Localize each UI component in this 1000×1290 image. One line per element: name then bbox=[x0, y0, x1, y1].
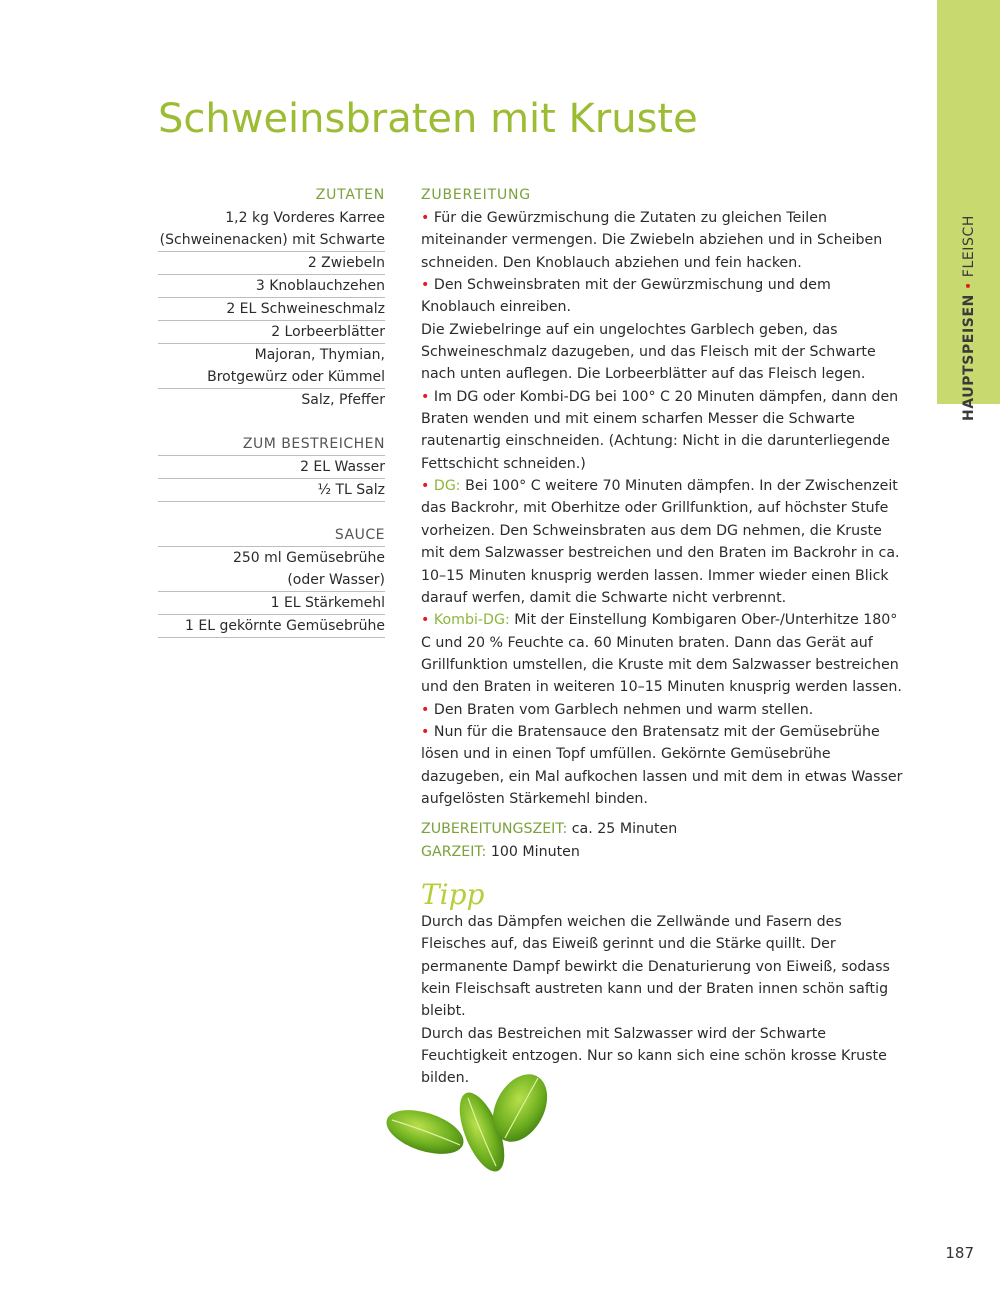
preparation-heading: ZUBEREITUNG bbox=[421, 187, 531, 203]
bullet: • bbox=[421, 478, 430, 495]
step-text: Den Schweinsbraten mit der Gewürzmischung und dem Knoblauch einreiben. bbox=[421, 277, 831, 316]
step bbox=[421, 609, 909, 698]
leaf bbox=[381, 1102, 469, 1163]
step-text: Bei 100° C weitere 70 Minuten dämpfen. In der Zwischenzeit das Backrohr, mit Oberhitze oder Grillfunktion, auf höchster Stufe vorheizen. Den Schweinsbraten aus dem DG nehmen, die Kruste mit dem Salzwasser bestreichen und den Braten im Backrohr in ca. 10–15 Minuten knusprig werden lassen. Immer wieder einen Blick darauf werfen, damit die Schwarte nicht verbrennt. bbox=[421, 478, 900, 606]
ingredient-line: (Schweinenacken) mit Schwarte bbox=[159, 232, 385, 248]
prep-time-label: ZUBEREITUNGSZEIT: bbox=[421, 821, 568, 838]
brushing-heading: ZUM BESTREICHEN bbox=[242, 436, 385, 452]
step-label: DG: bbox=[433, 478, 461, 495]
ingredient-line: 2 Zwiebeln bbox=[307, 255, 385, 271]
bay-leaves-illustration bbox=[380, 1070, 550, 1185]
ingredient-line: 1 EL Stärkemehl bbox=[270, 595, 385, 611]
ingredients-heading: ZUTATEN bbox=[315, 187, 385, 203]
prep-time-value: ca. 25 Minuten bbox=[571, 821, 678, 838]
cook-time bbox=[421, 841, 909, 863]
step bbox=[421, 475, 909, 609]
step-label: Kombi-DG: bbox=[433, 612, 510, 629]
step bbox=[421, 319, 909, 386]
bay-leaves-icon bbox=[380, 1070, 550, 1185]
ingredients-column bbox=[158, 183, 385, 638]
bullet: • bbox=[421, 388, 430, 405]
ingredient-line: Brotgewürz oder Kümmel bbox=[207, 369, 385, 385]
bullet: • bbox=[421, 210, 430, 226]
bullet: • bbox=[421, 277, 430, 294]
category-main: HAUPTSPEISEN bbox=[960, 294, 977, 422]
step-text: Die Zwiebelringe auf ein ungelochtes Garblech geben, das Schweineschmalz dazugeben, und das Fleisch mit der Schwarte nach unten auflegen. Die Lorbeerblätter auf das Fleisch legen. bbox=[421, 321, 876, 383]
ingredient-line: 1,2 kg Vorderes Karree bbox=[225, 210, 385, 226]
ingredient-line: 1 EL gekörnte Gemüsebrühe bbox=[185, 618, 385, 634]
ingredient-item bbox=[158, 592, 385, 615]
tip-paragraph: Durch das Bestreichen mit Salzwasser wird der Schwarte Feuchtigkeit entzogen. Nur so kann sich eine schön krosse Kruste bilden. bbox=[421, 1025, 887, 1087]
step bbox=[421, 721, 909, 810]
step-text: Im DG oder Kombi-DG bei 100° C 20 Minuten dämpfen, dann den Braten wenden und mit einem scharfen Messer die Schwarte rautenartig einschneiden. (Achtung: Nicht in die darunterliegende Fettschicht schneiden.) bbox=[421, 388, 899, 472]
preparation-steps bbox=[421, 207, 909, 810]
bullet: • bbox=[421, 701, 430, 718]
ingredient-line: 2 EL Schweineschmalz bbox=[226, 301, 385, 317]
ingredient-item bbox=[158, 547, 385, 592]
sauce-heading: SAUCE bbox=[334, 527, 385, 543]
ingredient-item bbox=[158, 456, 385, 479]
ingredient-item bbox=[158, 389, 385, 411]
tip-block bbox=[421, 879, 909, 1090]
tip-paragraph: Durch das Dämpfen weichen die Zellwände und Fasern des Fleisches auf, das Eiweiß gerinnt und die Stärke quillt. Der permanente Dampf bewirkt die Denaturierung von Eiweiß, sodass kein Fleischsaft austreten kann und der Braten innen schön saftig bleibt. bbox=[421, 913, 890, 1020]
bullet: • bbox=[421, 612, 430, 629]
prep-time bbox=[421, 818, 909, 840]
preparation-column bbox=[421, 183, 909, 1090]
ingredient-line: (oder Wasser) bbox=[287, 572, 385, 588]
category-side-tab bbox=[937, 0, 1000, 422]
step bbox=[421, 207, 909, 274]
ingredient-line: 250 ml Gemüsebrühe bbox=[232, 550, 385, 566]
step bbox=[421, 386, 909, 475]
category-label bbox=[961, 215, 977, 421]
brushing-list bbox=[158, 455, 385, 502]
recipe-title: Schweinsbraten mit Kruste bbox=[158, 96, 698, 142]
ingredient-line: Majoran, Thymian, bbox=[254, 347, 385, 363]
category-bullet: • bbox=[960, 281, 977, 291]
step-text: Mit der Einstellung Kombigaren Ober-/Unterhitze 180° C und 20 % Feuchte ca. 60 Minuten braten. Dann das Gerät auf Grillfunktion umstellen, die Kruste mit dem Salzwasser bestreichen und den Braten in weiteren 10–15 Minuten knusprig werden lassen. bbox=[421, 612, 902, 696]
ingredient-item bbox=[158, 252, 385, 275]
ingredient-item bbox=[158, 321, 385, 344]
ingredient-line: Salz, Pfeffer bbox=[301, 392, 385, 408]
sauce-list bbox=[158, 546, 385, 638]
ingredient-line: 2 EL Wasser bbox=[300, 459, 385, 475]
ingredient-line: ½ TL Salz bbox=[317, 482, 385, 498]
ingredient-item bbox=[158, 344, 385, 389]
ingredient-item bbox=[158, 615, 385, 638]
ingredient-line: 2 Lorbeerblätter bbox=[271, 324, 385, 340]
step bbox=[421, 699, 909, 721]
cook-time-label: GARZEIT: bbox=[421, 843, 487, 860]
step bbox=[421, 274, 909, 319]
step-text: Für die Gewürzmischung die Zutaten zu gleichen Teilen miteinander vermengen. Die Zwiebeln abziehen und in Scheiben schneiden. Den Knoblauch abziehen und fein hacken. bbox=[421, 210, 883, 271]
ingredient-item bbox=[158, 479, 385, 502]
ingredient-item bbox=[158, 298, 385, 321]
step-text: Den Braten vom Garblech nehmen und warm stellen. bbox=[433, 701, 814, 718]
step-text: Nun für die Bratensauce den Bratensatz mit der Gemüsebrühe lösen und in einen Topf umfüllen. Gekörnte Gemüsebrühe dazugeben, ein Mal aufkochen lassen und mit dem in etwas Wasser aufgelösten Stärkemehl binden. bbox=[421, 723, 903, 807]
page-number: 187 bbox=[945, 1244, 974, 1262]
ingredient-item bbox=[158, 207, 385, 252]
category-sub: FLEISCH bbox=[960, 214, 977, 278]
ingredients-list bbox=[158, 207, 385, 411]
tip-title: Tipp bbox=[421, 877, 485, 911]
ingredient-line: 3 Knoblauchzehen bbox=[255, 278, 385, 294]
ingredient-item bbox=[158, 275, 385, 298]
cook-time-value: 100 Minuten bbox=[490, 843, 580, 860]
times-block bbox=[421, 818, 909, 863]
bullet: • bbox=[421, 723, 430, 740]
